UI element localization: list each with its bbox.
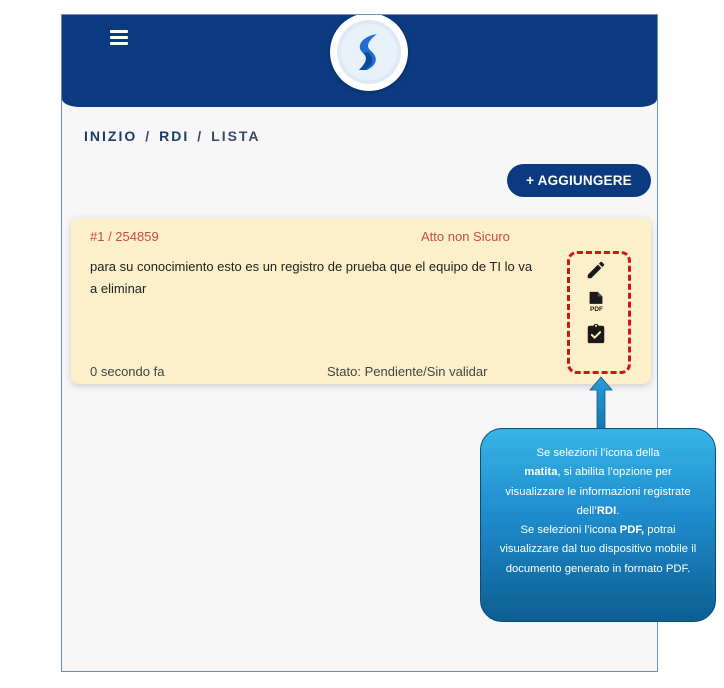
breadcrumb-home[interactable]: INIZIO [84,128,138,144]
add-button[interactable]: + AGGIUNGERE [507,164,651,197]
breadcrumb-section[interactable]: RDI [159,128,190,144]
callout-bold-rdi: RDI [596,504,617,517]
breadcrumb-current: LISTA [211,128,261,144]
callout-bold-pencil: matita [524,466,558,479]
record-time: 0 secondo fa [90,364,165,379]
top-bar [62,15,657,107]
record-status: Stato: Pendiente/Sin validar [327,364,488,379]
record-id: #1 / 254859 [90,229,159,244]
hamburger-menu-icon[interactable] [110,29,128,45]
svg-text:PDF: PDF [590,306,603,314]
breadcrumb [84,128,261,144]
breadcrumb-separator: / [197,128,204,144]
callout-text-1: Se selezioni l’icona della [536,447,660,459]
rdi-card[interactable] [71,218,651,384]
callout-bold-pdf: PDF, [619,524,645,537]
callout-text-2: , si abilita l’opzione per visualizzare le informazioni registrate dell’ [505,466,691,517]
callout-text-2-end: . [616,504,620,517]
record-type: Atto non Sicuro [421,229,510,244]
app-logo [330,14,408,91]
callout-text-4: potrai visualizzare dal tuo dispositivo mobile il documento generato in formato PDF. [499,524,697,575]
explanation-callout [480,428,716,622]
actions-highlight [567,251,631,374]
callout-text-3: Se selezioni l’icona [520,524,617,537]
breadcrumb-separator: / [145,128,152,144]
up-arrow-icon [589,376,613,430]
record-description: para su conocimiento esto es un registro de prueba que el equipo de TI lo va a eliminar [90,259,533,296]
